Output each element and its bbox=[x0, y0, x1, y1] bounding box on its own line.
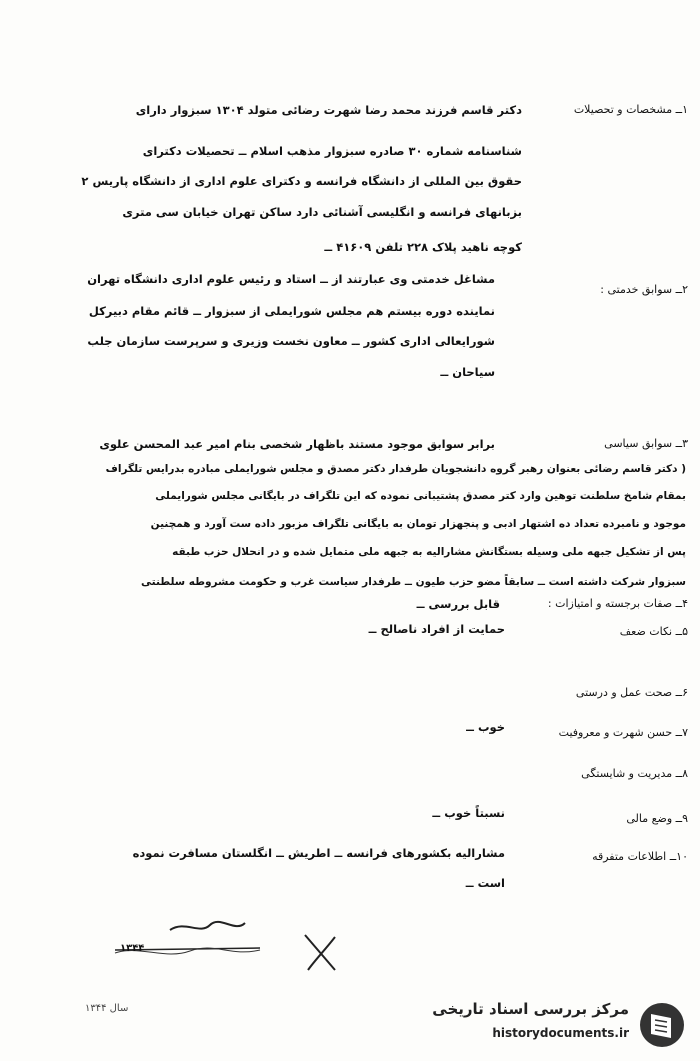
section-10-label: ۱۰ــ اطلاعات متفرقه bbox=[592, 850, 688, 863]
section-2-label: ۲ــ سوابق خدمتی : bbox=[600, 283, 688, 296]
section-3-line-6: سبزوار شرکت داشته است ــ سابقاً مضو حزب طیون ــ طرفدار سیاست غرب و حکومت مشروطه سلطنتی bbox=[141, 576, 686, 588]
section-2-line-4: سیاحان ــ bbox=[440, 365, 495, 379]
section-1-line-5: کوچه ناهید پلاک ۲۲۸ تلفن ۴۱۶۰۹ ــ bbox=[324, 240, 522, 254]
section-9-label: ۹ــ وضع مالی bbox=[626, 812, 688, 825]
section-3-label: ۳ــ سوابق سیاسی bbox=[604, 437, 688, 450]
signature-stamp bbox=[110, 915, 350, 975]
section-4-label: ۴ــ صفات برجسته و امتیازات : bbox=[547, 597, 688, 610]
section-10-line-1: مشارالیه بکشورهای فرانسه ــ اطریش ــ انگلستان مسافرت نموده bbox=[132, 846, 505, 860]
watermark-url: historydocuments.ir bbox=[492, 1026, 629, 1040]
section-1-line-3: حقوق بین المللی از دانشگاه فرانسه و دکترای علوم اداری از دانشگاه پاریس ۲ bbox=[81, 174, 522, 188]
section-7-label: ۷ــ حسن شهرت و معروفیت bbox=[558, 726, 688, 739]
stamp-number: ۱۳۴۴ bbox=[120, 943, 145, 954]
section-5-label: ۵ــ نکات ضعف bbox=[619, 625, 688, 638]
section-6-label: ۶ــ صحت عمل و درستی bbox=[575, 686, 688, 699]
section-3-line-1: برابر سوابق موجود مستند باظهار شخصی بنام امیر عبد المحسن علوی bbox=[99, 437, 495, 451]
archive-logo-icon bbox=[637, 1000, 687, 1050]
section-3-line-5: پس از تشکیل جبهه ملی وسیله بستگانش مشارالیه به جبهه ملی متمایل شده و در انحلال حزب طبقه bbox=[172, 546, 686, 558]
section-3-line-4: موجود و نامبرده تعداد ده اشتهار ادبی و پنجهزار تومان به بایگانی تلگراف مزبور داده ست آورد و همچنین bbox=[150, 518, 686, 530]
section-2-line-2: نماینده دوره بیستم هم مجلس شورایملی از سبزوار ــ قائم مقام دبیرکل bbox=[88, 304, 495, 318]
watermark bbox=[408, 994, 693, 1056]
section-9-value: نسبتاً خوب ــ bbox=[432, 806, 505, 820]
section-2-line-3: شورایعالی اداری کشور ــ معاون نخست وزیری و سرپرست سازمان جلب bbox=[87, 334, 495, 348]
section-3-line-2: ( دکتر قاسم رضائی بعنوان رهبر گروه دانشجویان طرفدار دکتر مصدق و مجلس شورایملی مبادره بدرایس تلگراف bbox=[105, 463, 686, 475]
section-10-line-2: است ــ bbox=[465, 876, 505, 890]
watermark-title: مرکز بررسی اسناد تاریخی bbox=[432, 1000, 629, 1018]
section-1-label: ۱ــ مشخصات و تحصیلات bbox=[573, 103, 688, 116]
section-3-line-3: بمقام شامخ سلطنت توهین وارد کتر مصدق پشتیبانی نموده که این تلگراف در بایگانی مجلس شورایملی bbox=[155, 490, 686, 502]
section-2-line-1: مشاغل خدمتی وی عبارتند از ــ استاد و رئیس علوم اداری دانشگاه تهران bbox=[87, 272, 495, 286]
section-1-line-2: شناسنامه شماره ۳۰ صادره سبزوار مذهب اسلام ــ تحصیلات دکترای bbox=[142, 144, 522, 158]
section-1-line-1: دکتر قاسم فرزند محمد رضا شهرت رضائی متولد ۱۳۰۴ سبزوار دارای bbox=[135, 103, 522, 117]
section-7-value: خوب ــ bbox=[466, 720, 505, 734]
section-4-value: قابل بررسی ــ bbox=[416, 597, 500, 611]
footer-date: سال ۱۳۴۴ bbox=[85, 1003, 129, 1014]
section-5-value: حمایت از افراد ناصالح ــ bbox=[368, 622, 505, 636]
section-8-label: ۸ــ مدیریت و شایستگی bbox=[581, 767, 688, 780]
section-1-line-4: بزبانهای فرانسه و انگلیسی آشنائی دارد ساکن تهران خیابان سی متری bbox=[122, 205, 522, 219]
